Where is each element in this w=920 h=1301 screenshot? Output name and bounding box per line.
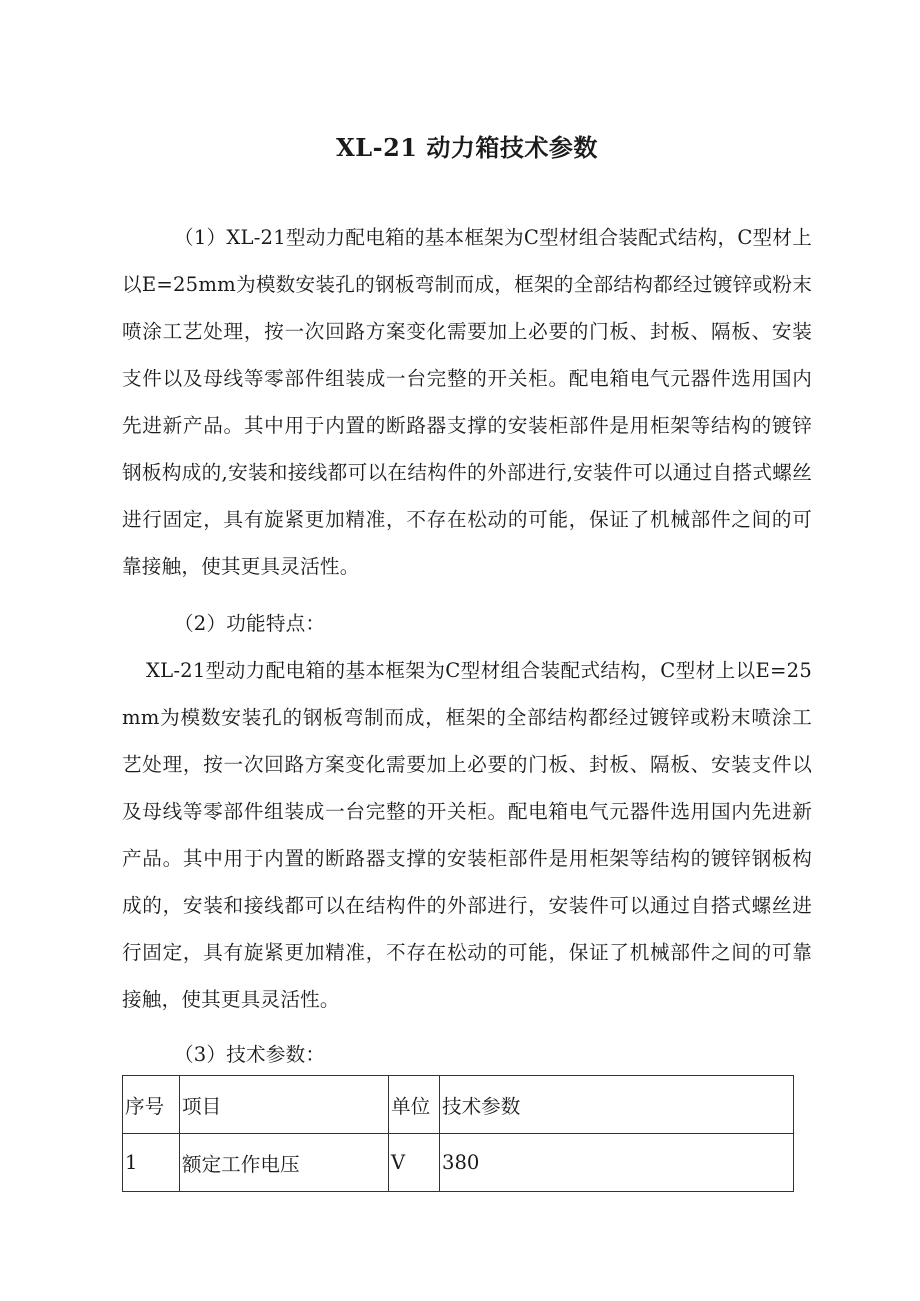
header-cell-value: 技术参数	[440, 1076, 794, 1134]
table-header-row	[123, 1076, 794, 1134]
cell-item: 额定工作电压	[180, 1134, 389, 1192]
cell-unit: V	[389, 1134, 440, 1192]
section-2-paragraph: XL-21型动力配电箱的基本框架为C型材组合装配式结构，C型材上以E=25mm为模数安装孔的钢板弯制而成，框架的全部结构都经过镀锌或粉末喷涂工艺处理，按一次回路方案变化需要加上必要的门板、封板、隔板、安装支件以及母线等零部件组装成一台完整的开关柜。配电箱电气元器件选用国内先进新产品。其中用于内置的断路器支撑的安装柜部件是用柜架等结构的镀锌钢板构成的，安装和接线都可以在结构件的外部进行，安装件可以通过自搭式螺丝进行固定，具有旋紧更加精准，不存在松动的可能，保证了机械部件之间的可靠接触，使其更具灵活性。	[122, 659, 812, 1011]
table-row	[123, 1134, 794, 1192]
document-title: XL-21 动力箱技术参数	[336, 133, 598, 162]
header-cell-unit: 单位	[389, 1076, 440, 1134]
header-cell-item: 项目	[180, 1076, 389, 1134]
header-cell-no: 序号	[123, 1076, 180, 1134]
tech-params-table	[122, 1075, 794, 1192]
cell-value: 380	[440, 1134, 794, 1192]
section-3-heading: （3）技术参数：	[174, 1043, 326, 1066]
section-1-paragraph: （1）XL-21型动力配电箱的基本框架为C型材组合装配式结构，C型材上以E=25mm为模数安装孔的钢板弯制而成，框架的全部结构都经过镀锌或粉末喷涂工艺处理，按一次回路方案变化需要加上必要的门板、封板、隔板、安装支件以及母线等零部件组装成一台完整的开关柜。配电箱电气元器件选用国内先进新产品。其中用于内置的断路器支撑的安装柜部件是用柜架等结构的镀锌钢板构成的,安装和接线都可以在结构件的外部进行,安装件可以通过自搭式螺丝进行固定，具有旋紧更加精准，不存在松动的可能，保证了机械部件之间的可靠接触，使其更具灵活性。	[122, 226, 812, 578]
section-2-heading: （2）功能特点：	[174, 612, 326, 635]
cell-no: 1	[123, 1134, 180, 1192]
